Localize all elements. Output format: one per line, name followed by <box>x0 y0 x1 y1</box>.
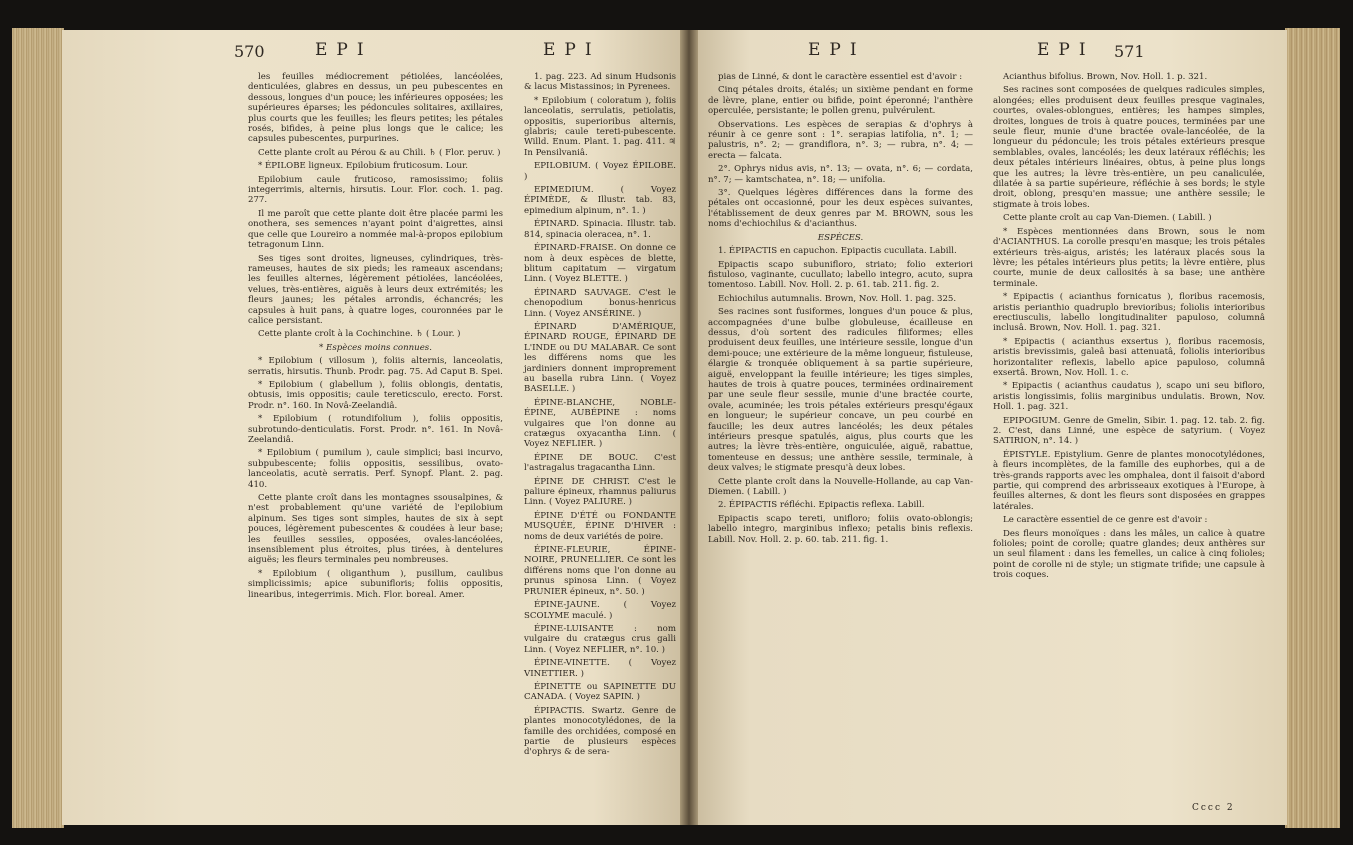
right-page-number: 571 <box>1114 42 1145 61</box>
paragraph: Ses racines sont fusiformes, longues d'un pouce & plus, accompagnées d'une bulbe globuleuse, écailleuse en dessus, d'où sortent des radicules filiformes; elles produisent deux feuilles, une intérieure sessile, longue d'un demi-pouce; une extérieure de la même longueur, fistuleuse, élargie & tronquée obliquement à sa partie supérieure, aiguë, enveloppant la feuille intérieure; les tiges simples, hautes de trois à quatre pouces, terminées ordinairement par une seule fleur sessile, munie d'une bractée courte, ovale, acuminée; les trois pétales extérieurs presqu'égaux en longueur; le supérieur concave, un peu courbé en faucille; les deux autres lancéolés; les deux pétales intérieurs presque spatulés, aigus, plus courts que les autres; la lèvre très-entière, onguiculée, aiguë, rabattue, tomenteuse en dessus; une anthère sessile, terminale, à deux valves; le stigmate presqu'à deux lobes. <box>708 307 973 474</box>
paragraph: * Epilobium ( oliganthum ), pusillum, caulibus simplicissimis; apice subunifloris; foliis oppositis, linearibus, integerrimis. Mich. Flor. boreal. Amer. <box>248 568 503 600</box>
right-column-2 <box>993 72 1265 584</box>
paragraph: Epipactis scapo subunifloro, striato; folio exteriori fistuloso, vaginante, cucullato; labello integro, acuto, supra tomentoso. Labill. Nov. Holl. 2. p. 61. tab. 211. fig. 2. <box>708 259 973 291</box>
paragraph: 2. ÉPIPACTIS réfléchi. Epipactis reflexa. Labill. <box>718 500 925 511</box>
paragraph: 1. ÉPIPACTIS en capuchon. Epipactis cucullata. Labill. <box>718 246 957 257</box>
paragraph: Cette plante croît au cap Van-Diemen. ( Labill. ) <box>1003 213 1212 224</box>
right-running-head-2: EPI <box>1037 40 1095 60</box>
paragraph: * Epilobium ( villosum ), foliis alternis, lanceolatis, serratis, hirsutis. Thunb. Prodr. pag. 75. Ad Caput B. Spei. <box>248 356 503 377</box>
right-running-head-1: EPI <box>808 40 866 60</box>
book-gutter <box>680 30 698 825</box>
paragraph: ÉPINE-JAUNE. ( Voyez SCOLYME maculé. ) <box>524 600 676 621</box>
paragraph: ÉPINE-VINETTE. ( Voyez VINETTIER. ) <box>524 658 676 679</box>
paragraph: * ÉPILOBE ligneux. Epilobium fruticosum. Lour. <box>258 161 469 172</box>
right-page-edges <box>1285 28 1340 828</box>
paragraph: Epilobium caule fruticoso, ramosissimo; foliis integerrimis, alternis, hirsutis. Lour. Flor. coch. 1. pag. 277. <box>248 174 503 206</box>
left-column-2 <box>524 72 676 761</box>
paragraph: Cette plante croît à la Cochinchine. ♄ ( Lour. ) <box>258 329 461 340</box>
paragraph: * Epilobium ( pumilum ), caule simplici; basi incurvo, subpubescente; foliis oppositis, sessilibus, ovato-lanceolatis, acutè serratis. Perf. Synopf. Plant. 2. pag. 410. <box>248 448 503 490</box>
paragraph: * Epipactis ( acianthus exsertus ), floribus racemosis, aristis brevissimis, galeâ basi attenuatâ, foliolis interioribus horizontaliter reflexis, labello apice papuloso, columnâ exsertâ. Brown, Nov. Holl. 1. c. <box>993 336 1265 378</box>
paragraph: EPILOBIUM. ( Voyez ÉPILOBE. ) <box>524 161 676 182</box>
paragraph: * Epilobium ( rotundifolium ), foliis oppositis, subrotundo-denticulatis. Forst. Prodr. n°. 161. In Novâ-Zeelandiâ. <box>248 414 503 445</box>
paragraph: EPIMEDIUM. ( Voyez ÉPIMÈDE, & Illustr. tab. 83, epimedium alpinum, n°. 1. ) <box>524 185 676 216</box>
paragraph: ÉPINE D'ÉTÉ ou FONDANTE MUSQUÉE, ÉPINE D'HIVER : noms de deux variétés de poire. <box>524 510 676 542</box>
paragraph: ÉPINETTE ou SAPINETTE DU CANADA. ( Voyez SAPIN. ) <box>524 681 676 703</box>
paragraph: Il me paroît que cette plante doit être placée parmi les onothera, ses semences n'ayant point d'aigrettes, ainsi que celle que Loureiro a nommée mal-à-propos epilobium tetragonum Linn. <box>248 208 503 251</box>
paragraph: Cette plante croît dans les montagnes ssousalpines, & n'est probablement qu'une variété de l'epilobium alpinum. Ses tiges sont simples, hautes de six à sept pouces, légèrement pubescentes & coudées à leur base; les feuilles sessiles, opposées, ovales-lancéolées, insensiblement plus étroites, plus tirées, à dentelures aiguës; les fleurs terminales peu nombreuses. <box>248 493 503 566</box>
right-column-1 <box>708 72 973 548</box>
catchword: Cccc 2 <box>1192 803 1235 813</box>
left-page-number: 570 <box>234 42 265 61</box>
paragraph: ÉPINE-BLANCHE, NOBLE-ÉPINE, AUBÉPINE : noms vulgaires que l'on donne au cratægus oxyacantha Linn. ( Voyez NEFLIER. ) <box>524 397 676 450</box>
paragraph: Ses racines sont composées de quelques radicules simples, alongées; elles produisent deux feuilles presque vaginales, courtes, ovales-oblongues, entières; les hampes simples, droites, longues de trois à quatre pouces, terminées par une seule fleur, munie d'une bractée ovale-lancéolée, de la longueur du pédoncule; les trois pétales extérieurs presque semblables, ovales, lancéolés; les deux latéraux réfléchis; les deux pétales intérieurs linéaires, obtus, à peine plus longs que les autres; la lèvre très-entière, un peu canaliculée, dilatée à sa partie supérieure, réfléchie à ses bords; le style droit, oblong, presqu'en massue; une anthère sessile; le stigmate à trois lobes. <box>993 85 1265 210</box>
paragraph: ÉPIPACTIS. Swartz. Genre de plantes monocotylédones, de la famille des orchidées, composé en partie de plusieurs espèces d'ophrys & de sera- <box>524 705 676 758</box>
paragraph: * Epilobium ( coloratum ), foliis lanceolatis, serrulatis, petiolatis, oppositis, superioribus alternis, glabris; caule tereti-pubescente. Willd. Enum. Plant. 1. pag. 411. ♃ In Pensilvaniâ. <box>524 95 676 158</box>
paragraph: * Epipactis ( acianthus caudatus ), scapo uni seu bifloro, aristis longissimis, foliis marginibus undulatis. Brown, Nov. Holl. 1. pag. 321. <box>993 381 1265 413</box>
paragraph: ÉPINE DE CHRIST. C'est le paliure épineux, rhamnus paliurus Linn. ( Voyez PALIURE. ) <box>524 476 676 508</box>
paragraph: Des fleurs monoïques : dans les mâles, un calice à quatre folioles; point de corolle; quatre glandes; deux anthères sur un seul filament : dans les femelles, un calice à cinq folioles; point de corolle ni de style; un stigmate trifide; une capsule à trois coques. <box>993 528 1265 581</box>
paragraph: pias de Linné, & dont le caractère essentiel est d'avoir : <box>718 72 963 82</box>
paragraph: Epipactis scapo tereti, unifloro; foliis ovato-oblongis; labello integro, marginibus inflexo; petalis binis reflexis. Labill. Nov. Holl. 2. p. 60. tab. 211. fig. 1. <box>708 513 973 545</box>
paragraph: ÉPINE-LUISANTE : nom vulgaire du cratægus crus galli Linn. ( Voyez NEFLIER, n°. 10. ) <box>524 623 676 655</box>
paragraph: ESPÈCES. <box>817 232 864 243</box>
paragraph: * Epilobium ( glabellum ), foliis oblongis, dentatis, obtusis, imis oppositis; caule tereticsculo, erecto. Forst. Prodr. n°. 160. In Novâ-Zeelandiâ. <box>248 379 503 411</box>
paragraph: ÉPINE DE BOUC. C'est l'astragalus tragacantha Linn. <box>524 452 676 474</box>
paragraph: 1. pag. 223. Ad sinum Hudsonis & lacus Mistassinos; in Pyrenees. <box>524 72 676 93</box>
paragraph: * Espèces moins connues. <box>319 342 432 353</box>
paragraph: Observations. Les espèces de serapias & d'ophrys à réunir à ce genre sont : 1°. serapias latifolia, n°. 1; — palustris, n°. 2; — grandiflora, n°. 3; — rubra, n°. 4; — erecta — falcata. <box>708 119 973 161</box>
left-running-head-2: EPI <box>543 40 601 60</box>
paragraph: EPIPOGIUM. Genre de Gmelin, Sibir. 1. pag. 12. tab. 2. fig. 2. C'est, dans Linné, une espèce de satyrium. ( Voyez SATIRION, n°. 14. ) <box>993 415 1265 447</box>
paragraph: ÉPINARD-FRAISE. On donne ce nom à deux espèces de blette, blitum capitatum — virgatum Linn. ( Voyez BLETTE. ) <box>524 243 676 285</box>
paragraph: Cette plante croît au Pérou & au Chili. ♄ ( Flor. peruv. ) <box>258 147 501 158</box>
left-page-edges <box>12 28 64 828</box>
left-column-1 <box>248 72 503 603</box>
paragraph: Ses tiges sont droites, ligneuses, cylindriques, très-rameuses, hautes de six pieds; les rameaux ascendans; les feuilles alternes, légèrement pétiolées, lancéolées, velues, très-entières, aiguës à leurs deux extrémités; les fleurs jaunes; les pétales arrondis, échancrés; les capsules à huit pans, à quatre loges, couronnées par le calice persistant. <box>248 253 503 326</box>
paragraph: ÉPISTYLE. Epistylium. Genre de plantes monocotylédones, à fleurs incomplètes, de la famille des euphorbes, qui a de très-grands rapports avec les omphalea, dont il faisoit d'abord partie, qui comprend des arbrisseaux exotiques à l'Europe, à feuilles alternes, & dont les fleurs sont disposées en grappes latérales. <box>993 449 1265 512</box>
left-running-head-1: EPI <box>315 40 373 60</box>
paragraph: ÉPINARD SAUVAGE. C'est le chenopodium bonus-henricus Linn. ( Voyez ANSÉRINE. ) <box>524 287 676 319</box>
paragraph: Cette plante croît dans la Nouvelle-Hollande, au cap Van-Diemen. ( Labill. ) <box>708 476 973 498</box>
paragraph: Le caractère essentiel de ce genre est d'avoir : <box>1003 515 1208 526</box>
paragraph: * Epipactis ( acianthus fornicatus ), floribus racemosis, aristis perianthio quadruplo brevioribus; foliolis interioribus erectiusculis, labello longitudinaliter papuloso, columnâ inclusâ. Brown, Nov. Holl. 1. pag. 321. <box>993 292 1265 334</box>
paragraph: ÉPINE-FLEURIE, ÉPINE-NOIRE, PRUNELLIER. Ce sont les différens noms que l'on donne au prunus spinosa Linn. ( Voyez PRUNIER épineux, n°. 50. ) <box>524 545 676 597</box>
paragraph: ÉPINARD. Spinacia. Illustr. tab. 814, spinacia oleracea, n°. 1. <box>524 219 676 240</box>
paragraph: ÉPINARD D'AMÉRIQUE, ÉPINARD ROUGE, ÉPINARD DE L'INDE ou DU MALABAR. Ce sont les différens noms que les jardiniers donnent improprement au basella rubra Linn. ( Voyez BASELLE. ) <box>524 321 676 395</box>
paragraph: Echiochilus autumnalis. Brown, Nov. Holl. 1. pag. 325. <box>718 293 957 304</box>
paragraph: Acianthus bifolius. Brown, Nov. Holl. 1. p. 321. <box>1003 72 1208 82</box>
paragraph: 3°. Quelques légères différences dans la forme des pétales ont occasionné, pour les deux espèces suivantes, l'établissement de deux genres par M. BROWN, sous les noms d'echiochilus & d'acianthus. <box>708 188 973 230</box>
paragraph: 2°. Ophrys nidus avis, n°. 13; — ovata, n°. 6; — cordata, n°. 7; — kamtschatea, n°. 18; — unifolia. <box>708 164 973 185</box>
paragraph: les feuilles médiocrement pétiolées, lancéolées, denticulées, glabres en dessus, un peu pubescentes en dessous, longues d'un pouce; les inférieures opposées; les supérieures éparses; les pédoncules solitaires, axillaires, plus courts que les feuilles; les fleurs petites; les pétales rosés, bifides, à peine plus longs que le calice; les capsules pubescentes, purpurines. <box>248 72 503 145</box>
paragraph: Cinq pétales droits, étalés; un sixième pendant en forme de lèvre, plane, entier ou bifide, point éperonné; l'anthère operculée, persistante; le pollen grenu, pulvérulent. <box>708 85 973 117</box>
paragraph: * Espèces mentionnées dans Brown, sous le nom d'ACIANTHUS. La corolle presqu'en masque; les trois pétales extérieurs très-aigus, aristés; les latéraux placés sous la lèvre; les pétales intérieurs plus petits; la lèvre entière, plus courte, munie de deux callosités à sa base; une anthère terminale. <box>993 226 1265 289</box>
